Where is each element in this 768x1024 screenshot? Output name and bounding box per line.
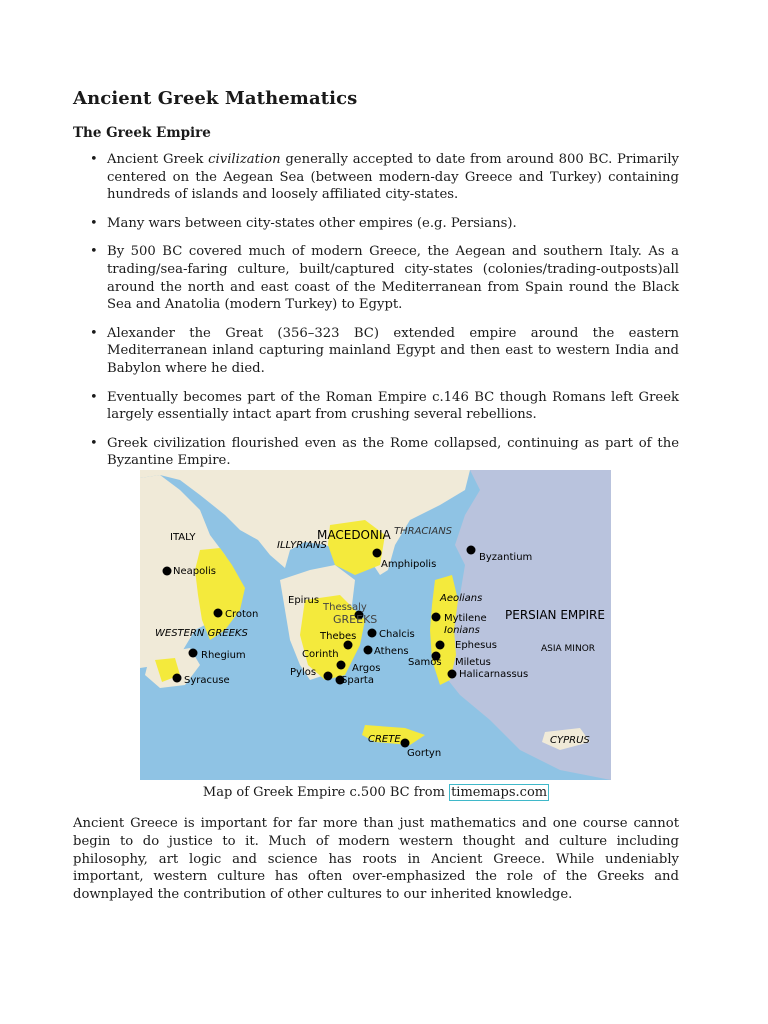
city-marker (373, 549, 382, 558)
city-label-corinth: Corinth (302, 649, 339, 660)
city-marker (173, 674, 182, 683)
greek-empire-map (140, 470, 611, 780)
city-marker (163, 567, 172, 576)
bullet-icon: • (90, 389, 98, 405)
region-label-crete: CRETE (368, 734, 401, 745)
city-marker (467, 546, 476, 555)
city-label-samos: Samos (408, 657, 442, 668)
city-label-athens: Athens (374, 646, 409, 657)
city-label-croton: Croton (225, 609, 259, 620)
body-paragraph: Ancient Greece is important for far more than just mathematics and one course cannot begin to do justice to it. Much of modern western thought and culture including philosophy, art logic and science has roots in Ancient Greece. While undeniably important, western culture has often over-emphasized the role of the Greeks and downplayed the contribution of other cultures to our inherited knowledge. (73, 816, 679, 903)
map-graphic (140, 470, 611, 780)
city-marker (337, 661, 346, 670)
city-label-epirus: Epirus (288, 595, 320, 606)
map-caption: Map of Greek Empire c.500 BC from timemaps.com (202, 785, 548, 800)
city-marker (324, 672, 333, 681)
city-label-argos: Argos (352, 663, 381, 674)
region-label-illyrians: ILLYRIANS (277, 540, 327, 551)
bullet-icon: • (90, 435, 98, 451)
page-title: Ancient Greek Mathematics (73, 88, 358, 109)
bullet-item: • Ancient Greek civilization generally accepted to date from around 800 BC. Primarily centered on the Aegean Sea (between modern-day Greece and Turkey) containing hundreds of islands and loosely affiliated city-states. (90, 152, 679, 203)
region-label-aeolians: Aeolians (440, 593, 483, 604)
city-label-syracuse: Syracuse (184, 675, 230, 686)
bullet-item: • Alexander the Great (356–323 BC) extended empire around the eastern Mediterranean inland capturing mainland Egypt and then east to western India and Babylon where he died. (90, 325, 679, 376)
city-label-mytilene: Mytilene (444, 613, 487, 624)
city-label-miletus: Miletus (455, 657, 491, 668)
region-label-asia-minor: ASIA MINOR (541, 644, 596, 654)
city-label-byzantium: Byzantium (479, 552, 533, 563)
city-label-pylos: Pylos (290, 667, 317, 678)
city-label-amphipolis: Amphipolis (381, 559, 437, 570)
city-label-rhegium: Rhegium (201, 650, 246, 661)
region-label-western-greeks: WESTERN GREEKS (155, 628, 248, 639)
city-marker (436, 641, 445, 650)
city-label-gortyn: Gortyn (407, 748, 442, 759)
city-label-thebes: Thebes (320, 631, 357, 642)
city-marker (432, 613, 441, 622)
region-label-italy: ITALY (170, 532, 196, 543)
city-marker (364, 646, 373, 655)
city-marker (401, 739, 410, 748)
region-label-thracians: THRACIANS (394, 526, 453, 537)
bullet-item: • Eventually becomes part of the Roman Empire c.146 BC though Romans left Greek largely essentially intact apart from crushing several rebellions. (90, 389, 679, 423)
region-label-persian-empire: PERSIAN EMPIRE (505, 608, 605, 622)
timemaps-link[interactable]: timemaps.com (451, 785, 548, 800)
bullet-list (73, 151, 679, 481)
region-label-macedonia: MACEDONIA (317, 528, 391, 542)
region-label-greeks: GREEKS (333, 613, 378, 626)
section-heading: The Greek Empire (73, 125, 211, 141)
region-label-thessaly: Thessaly (323, 602, 367, 613)
bullet-icon: • (90, 325, 98, 341)
bullet-icon: • (90, 215, 98, 231)
city-marker (448, 670, 457, 679)
city-label-sparta: Sparta (341, 675, 374, 686)
bullet-item: • Greek civilization flourished even as the Rome collapsed, continuing as part of the Byzantine Empire. (90, 435, 679, 469)
bullet-item: • By 500 BC covered much of modern Greece, the Aegean and southern Italy. As a trading/sea-faring culture, built/captured city-states (colonies/trading-outposts)all around the north and east coast of the Mediterranean from Spain round the Black Sea and Anatolia (modern Turkey) to Egypt. (90, 244, 679, 313)
city-label-halicarnassus: Halicarnassus (459, 669, 529, 680)
region-label-cyprus: CYPRUS (550, 735, 590, 746)
city-label-chalcis: Chalcis (379, 629, 415, 640)
bullet-icon: • (90, 244, 98, 260)
bullet-icon: • (90, 152, 98, 167)
city-marker (214, 609, 223, 618)
city-marker (189, 649, 198, 658)
city-label-ephesus: Ephesus (455, 640, 497, 651)
city-marker (368, 629, 377, 638)
region-label-ionians: Ionians (444, 625, 480, 636)
bullet-item: • Many wars between city-states other empires (e.g. Persians). (90, 215, 517, 231)
city-label-neapolis: Neapolis (173, 566, 216, 577)
